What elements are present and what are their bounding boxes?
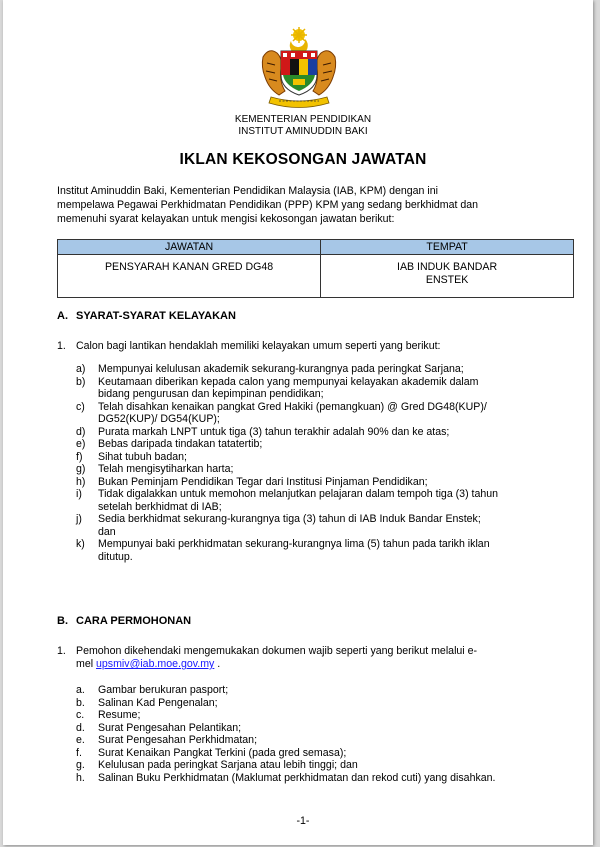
list-item <box>76 363 556 376</box>
email-link[interactable]: upsmiv@iab.moe.gov.my <box>96 658 215 670</box>
list-item-label: h) <box>76 475 86 488</box>
list-item-text: Kelulusan pada peringkat Sarjana atau lebih tinggi; dan <box>98 759 358 771</box>
list-item <box>76 401 556 426</box>
intro-line: Institut Aminuddin Baki, Kementerian Pendidikan Malaysia (IAB, KPM) dengan ini <box>57 185 438 197</box>
list-item-label: j) <box>76 513 82 525</box>
list-item-text: DG52(KUP)/ DG54(KUP); <box>98 413 220 425</box>
list-item <box>76 538 556 563</box>
list-item-label: e) <box>76 438 86 450</box>
page-title: IKLAN KEKOSONGAN JAWATAN <box>179 151 427 168</box>
paragraph-number: 1. <box>57 340 66 352</box>
list-item-text: Mempunyai baki perkhidmatan sekurang-kurangnya lima (5) tahun pada tarikh iklan <box>98 538 490 550</box>
position-cell: PENSYARAH KANAN GRED DG48 <box>58 255 321 298</box>
list-item-text: dan <box>98 525 116 538</box>
list-item-label: c) <box>76 400 85 413</box>
list-item <box>76 759 556 772</box>
list-item-text: Telah disahkan kenaikan pangkat Gred Hakiki (pemangkuan) @ Gred DG48(KUP)/ <box>98 400 487 413</box>
section-a-paragraph <box>57 340 557 354</box>
section-a-heading <box>57 310 236 322</box>
list-item-text: bidang pengurusan dan kepimpinan pendidikan; <box>98 388 324 400</box>
list-item <box>76 476 556 489</box>
list-item <box>76 747 556 760</box>
list-item <box>76 722 556 735</box>
institute-name: INSTITUT AMINUDDIN BAKI <box>238 126 368 137</box>
paragraph-text: Calon bagi lantikan hendaklah memiliki kelayakan umum seperti yang berikut: <box>76 340 441 352</box>
qualification-list <box>76 363 556 563</box>
section-letter: A. <box>57 310 68 322</box>
document-page <box>3 0 593 845</box>
list-item <box>76 426 556 439</box>
list-item-label: c. <box>76 709 85 721</box>
intro-line: mempelawa Pegawai Perkhidmatan Pendidikan (PPP) KPM yang sedang berkhidmat dan <box>57 199 479 211</box>
place-line: IAB INDUK BANDAR <box>397 261 498 273</box>
list-item-label: k) <box>76 538 85 550</box>
ministry-name: KEMENTERIAN PENDIDIKAN <box>234 114 372 125</box>
list-item-label: e. <box>76 734 85 746</box>
list-item-label: i) <box>76 488 82 500</box>
section-b-heading <box>57 615 191 627</box>
list-item <box>76 376 556 401</box>
list-item-text: Sihat tubuh badan; <box>98 450 187 463</box>
list-item-text: Sedia berkhidmat sekurang-kurangnya tiga (3) tahun di IAB Induk Bandar Enstek; <box>98 513 481 525</box>
list-item-text: Surat Pengesahan Pelantikan; <box>98 721 242 734</box>
list-item <box>76 709 556 722</box>
place-line: ENSTEK <box>425 274 469 286</box>
list-item-label: g. <box>76 759 85 771</box>
documents-list <box>76 684 556 784</box>
table-row <box>58 255 574 298</box>
coat-of-arms-icon <box>253 27 345 111</box>
section-letter: B. <box>57 615 68 627</box>
list-item-text: Bebas daripada tindakan tatatertib; <box>98 438 263 450</box>
list-item-label: a. <box>76 684 85 696</box>
vacancy-table <box>57 239 574 298</box>
list-item-text: Salinan Kad Pengenalan; <box>98 696 218 709</box>
list-item <box>76 438 556 451</box>
column-header-tempat: TEMPAT <box>321 240 574 255</box>
list-item-text: Mempunyai kelulusan akademik sekurang-kurangnya pada peringkat Sarjana; <box>98 363 464 375</box>
list-item-text: Surat Kenaikan Pangkat Terkini (pada gred semasa); <box>98 746 347 759</box>
list-item-text: setelah berkhidmat di IAB; <box>98 500 222 513</box>
list-item <box>76 734 556 747</box>
list-item-text: ditutup. <box>98 550 133 563</box>
section-title: SYARAT-SYARAT KELAYAKAN <box>76 310 236 322</box>
section-title: CARA PERMOHONAN <box>76 615 192 627</box>
list-item <box>76 697 556 710</box>
email-suffix: . <box>214 658 221 670</box>
list-item <box>76 451 556 464</box>
list-item-label: f. <box>76 746 82 759</box>
paragraph-text: Pemohon dikehendaki mengemukakan dokumen wajib seperti yang berikut melalui e- <box>76 645 478 657</box>
list-item-text: Telah mengisytiharkan harta; <box>98 463 234 475</box>
list-item-label: b) <box>76 375 86 388</box>
list-item-text: Salinan Buku Perkhidmatan (Maklumat perkhidmatan dan rekod cuti) yang disahkan. <box>98 771 496 784</box>
paragraph-text-line2 <box>76 658 220 671</box>
list-item-text: Surat Pengesahan Perkhidmatan; <box>98 734 258 746</box>
section-b-paragraph <box>57 645 557 673</box>
list-item <box>76 488 556 513</box>
place-cell <box>321 255 574 298</box>
list-item-label: h. <box>76 771 85 784</box>
list-item-label: d) <box>76 425 86 438</box>
list-item-text: Tidak digalakkan untuk memohon melanjutkan pelajaran dalam tempoh tiga (3) tahun <box>98 488 499 500</box>
list-item-text: Resume; <box>98 709 141 721</box>
list-item-text: Keutamaan diberikan kepada calon yang mempunyai kelayakan akademik dalam <box>98 375 479 388</box>
list-item-text: Gambar berukuran pasport; <box>98 684 229 696</box>
list-item-label: f) <box>76 450 83 463</box>
list-item <box>76 772 556 785</box>
list-item-label: a) <box>76 363 86 375</box>
list-item-label: d. <box>76 721 85 734</box>
intro-paragraph <box>57 184 549 226</box>
page-number: -1- <box>296 815 310 827</box>
list-item-label: b. <box>76 696 85 709</box>
intro-line: memenuhi syarat kelayakan untuk mengisi kekosongan jawatan berikut: <box>57 213 395 225</box>
list-item-text: Bukan Peminjam Pendidikan Tegar dari Institusi Pinjaman Pendidikan; <box>98 475 428 488</box>
list-item-label: g) <box>76 463 86 475</box>
list-item <box>76 463 556 476</box>
email-prefix: mel <box>76 658 97 670</box>
paragraph-number: 1. <box>57 645 66 657</box>
list-item-text: Purata markah LNPT untuk tiga (3) tahun terakhir adalah 90% dan ke atas; <box>98 425 450 438</box>
list-item <box>76 513 556 538</box>
column-header-jawatan: JAWATAN <box>58 240 321 255</box>
list-item <box>76 684 556 697</box>
